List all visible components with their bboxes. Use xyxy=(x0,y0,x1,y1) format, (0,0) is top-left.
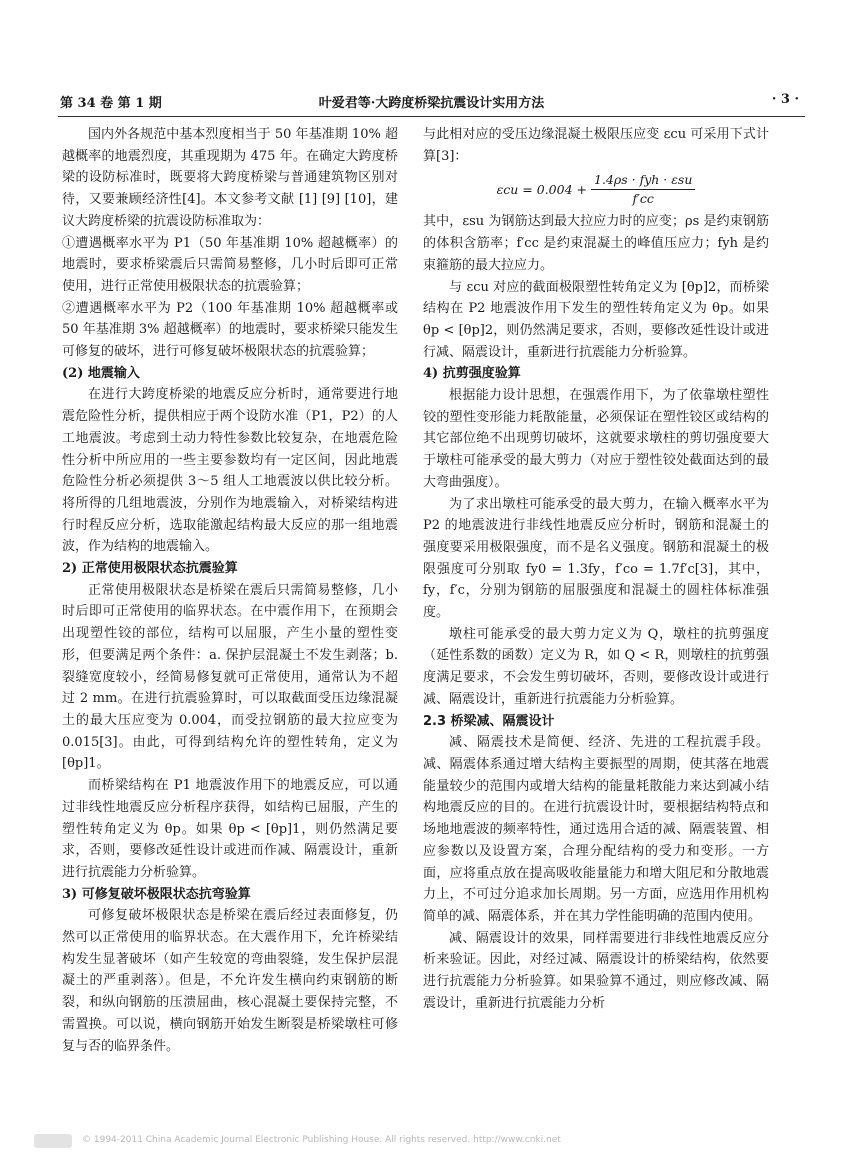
paragraph: 为了求出墩柱可能承受的最大剪力，在输入概率水平为 P2 的地震波进行非线性地震反应分析时，钢筋和混凝土的强度要采用极限强度，而不是名义强度。钢筋和混凝土的极限强度可分别取 fy0 = 1.3fy，f′co = 1.7f′c[3]，其中，fy，f′c，分别为钢筋的屈服强度和混凝土的圆柱体标准强度。 xyxy=(423,496,769,621)
formula-fraction xyxy=(591,171,695,208)
publisher-logo xyxy=(34,1134,72,1148)
paragraph: 根据能力设计思想，在强震作用下，为了依靠墩柱塑性铰的塑性变形能力耗散能量，必须保证在塑性铰区或结构的其它部位绝不出现剪切破坏，这就要求墩柱的剪切强度要大于墩柱可能承受的最大剪力（对应于塑性铰处截面达到的最大弯曲强度）。 xyxy=(423,388,769,490)
subsection-heading: 3) 可修复破坏极限状态抗弯验算 xyxy=(62,886,251,902)
paragraph: 墩柱可能承受的最大剪力定义为 Q，墩柱的抗剪强度（延性系数的函数）定义为 R，如 Q < R，则墩柱的抗剪强度满足要求，不会发生剪切破坏，否则，要修改设计或进行减、隔震设计，重新进行抗震能力分析验算。 xyxy=(423,626,769,707)
copyright-footer xyxy=(32,1135,805,1151)
paragraph: 与此相对应的受压边缘混凝土极限压应变 εcu 可采用下式计算[3]： xyxy=(423,127,769,164)
paragraph: ①遭遇概率水平为 P1（50 年基准期 10% 超越概率）的地震时，要求桥梁震后只需简易整修，几小时后即可正常使用，进行正常使用极限状态的抗震验算； xyxy=(62,235,398,294)
paragraph: 与 εcu 对应的截面极限塑性转角定义为 [θp]2，而桥梁结构在 P2 地震波作用下发生的塑性转角定义为 θp。如果 θp < [θp]2，则仍然满足要求，否则，要修改延性设计或进行减、隔震设计，重新进行抗震能力分析验算。 xyxy=(423,279,769,360)
section-heading: 2.3 桥梁减、隔震设计 xyxy=(423,713,555,729)
paragraph: ②遭遇概率水平为 P2（100 年基准期 10% 超越概率或 50 年基准期 3% 超越概率）的地震时，要求桥梁只能发生可修复的破坏，进行可修复破坏极限状态的抗震验算； xyxy=(62,300,398,360)
subsection-heading: (2) 地震输入 xyxy=(62,365,140,381)
left-column xyxy=(62,124,398,1057)
formula-numerator: 1.4ρs · fyh · εsu xyxy=(591,171,695,190)
right-column xyxy=(423,124,769,1014)
subsection-heading: 2) 正常使用极限状态抗震验算 xyxy=(62,561,238,577)
paragraph: 减、隔震技术是简便、经济、先进的工程抗震手段。减、隔震体系通过增大结构主要振型的周期，使其落在地震能量较少的范围内或增大结构的能量耗散能力来达到减小结构地震反应的目的。在进行抗震设计时，要根据结构特点和场地地震波的频率特性，通过选用合适的减、隔震装置、相应参数以及设置方案，合理分配结构的受力和变形。一方面，应将重点放在提高吸收能量能力和增大阻尼和分散地震力上，不可过分追求加长周期。另一方面，应选用作用机构简单的减、隔震体系，并在其力学性能明确的范围内使用。 xyxy=(423,735,769,924)
issue-label: 第 34 卷 第 1 期 xyxy=(60,96,162,111)
running-header xyxy=(58,92,805,114)
formula-denominator: f′cc xyxy=(632,190,654,206)
paragraph: 国内外各规范中基本烈度相当于 50 年基准期 10% 超越概率的地震烈度，其重现期为 475 年。在确定大跨度桥梁的设防标准时，既要将大跨度桥梁与普通建筑物区别对待，又要兼顾经济性[4]。本文参考文献 [1] [9] [10]，建议大跨度桥梁的抗震设防标准取为： xyxy=(62,127,398,229)
formula-lhs: εcu = 0.004 + xyxy=(496,181,587,197)
paragraph: 在进行大跨度桥梁的地震反应分析时，通常要进行地震危险性分析，提供相应于两个设防水准（P1，P2）的人工地震波。考虑到土动力特性参数比较复杂，在地震危险性分析中所应用的一些主要参数均有一定区间，因此地震危险性分析必须提供 3～5 组人工地震波以供比较分析。将所得的几组地震波，分别作为地震输入，对桥梁结构进行时程反应分析，选取能激起结构最大反应的那一组地震波，作为结构的地震输入。 xyxy=(62,387,398,555)
subsection-heading: 4) 抗剪强度验算 xyxy=(423,366,521,382)
paragraph: 正常使用极限状态是桥梁在震后只需简易整修，几小时后即可正常使用的临界状态。在中震作用下，在预期会出现塑性铰的部位，结构可以屈服，产生小量的塑性变形，但要满足两个条件：a. 保护层混凝土不发生剥落；b. 裂缝宽度较小，经简易修复就可正常使用，通常认为不超过 2 mm。在进行抗震验算时，可以取截面受压边缘混凝土的最大压应变为 0.004，而受拉钢筋的最大拉应变为 0.015[3]。由此，可得到结构允许的塑性转角，定义为 [θp]1。 xyxy=(62,582,398,772)
paragraph: 而桥梁结构在 P1 地震波作用下的地震反应，可以通过非线性地震反应分析程序获得，如结构已屈服，产生的塑性转角定义为 θp。如果 θp < [θp]1，则仍然满足要求，否则，要修改延性设计或进而作减、隔震设计，重新进行抗震能力分析验算。 xyxy=(62,778,398,880)
page-number: · 3 · xyxy=(771,92,799,107)
copyright-text: © 1994-2011 China Academic Journal Electronic Publishing House. All rights reserved. http://www.cnki.net xyxy=(82,1135,561,1145)
strain-formula xyxy=(423,167,769,211)
paragraph: 可修复破坏极限状态是桥梁在震后经过表面修复，仍然可以正常使用的临界状态。在大震作用下，允许桥梁结构发生显著破坏（如产生较宽的弯曲裂缝，发生保护层混凝土的严重剥落）。但是，不允许发生横向约束钢筋的断裂，和纵向钢筋的压溃屈曲，核心混凝土要保持完整，不需置换。可以说，横向钢筋开始发生断裂是桥梁墩柱可修复与否的临界条件。 xyxy=(62,908,398,1054)
header-rule xyxy=(58,116,805,117)
paragraph: 减、隔震设计的效果，同样需要进行非线性地震反应分析来验证。因此，对经过减、隔震设计的桥梁结构，依然要进行抗震能力分析验算。如果验算不通过，则应修改减、隔震设计，重新进行抗震能力分析 xyxy=(423,930,769,1011)
running-title: 叶爱君等·大跨度桥梁抗震设计实用方法 xyxy=(318,96,545,111)
paragraph: 其中，εsu 为钢筋达到最大拉应力时的应变；ρs 是约束钢筋的体积含筋率；f′cc 是约束混凝土的峰值压应力；fyh 是约束箍筋的最大拉应力。 xyxy=(423,214,769,273)
